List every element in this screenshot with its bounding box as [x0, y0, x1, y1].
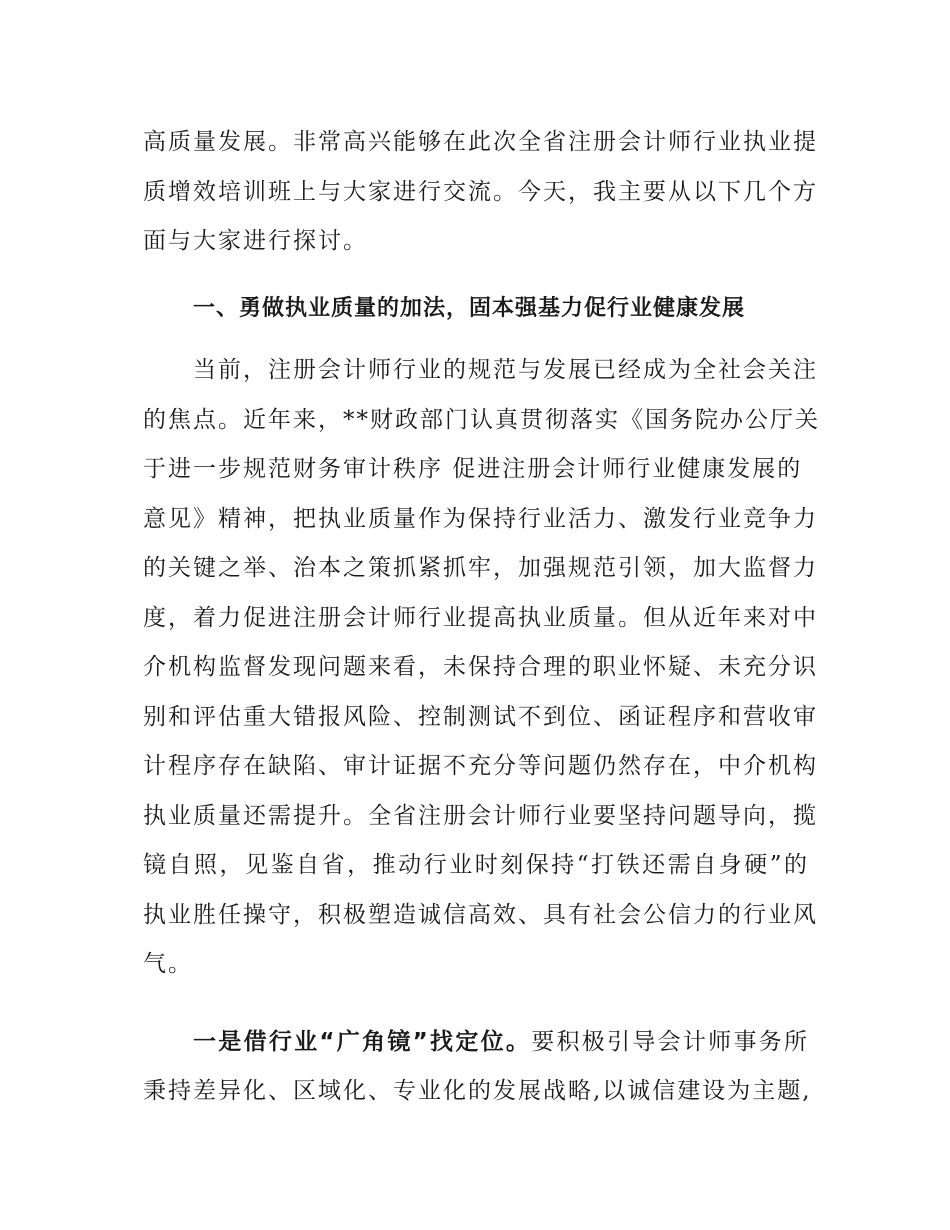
text-line: 的焦点。近年来，**财政部门认真贯彻落实《国务院办公厅关 [143, 406, 820, 433]
text-line: 气。 [143, 951, 193, 977]
text-line: 面与大家进行探讨。 [143, 228, 368, 254]
text-line: 当前，注册会计师行业的规范与发展已经成为全社会关注 [193, 357, 818, 383]
intro-paragraph [143, 118, 818, 267]
document-body [143, 118, 820, 1117]
text-line: 执业胜任操守，积极塑造诚信高效、具有社会公信力的行业风 [143, 901, 818, 928]
text-line: 的关键之举、治本之策抓紧抓牢，加强规范引领，加大监督力 [143, 555, 818, 581]
text-line: 度，着力促进注册会计师行业提高执业质量。但从近年来对中 [143, 604, 818, 631]
text-line: 于进一步规范财务审计秩序 促进注册会计师行业健康发展的 [143, 456, 803, 482]
text-line: 计程序存在缺陷、审计证据不充分等问题仍然存在，中介机构 [143, 753, 818, 779]
text-line: 介机构监督发现问题来看，未保持合理的职业怀疑、未充分识 [143, 654, 818, 680]
text-line: 意见》精神，把执业质量作为保持行业活力、激发行业竞争力 [143, 505, 818, 532]
text-line: 秉持差异化、区域化、专业化的发展战略,以诚信建设为主题, [143, 1078, 812, 1104]
text-line: 别和评估重大错报风险、控制测试不到位、函证程序和营收审 [143, 703, 818, 730]
text-line [143, 1018, 809, 1068]
paragraph-spacer [143, 990, 809, 1018]
text-line: 质增效培训班上与大家进行交流。今天，我主要从以下几个方 [143, 178, 818, 205]
text-line: 执业质量还需提升。全省注册会计师行业要坚持问题导向，揽 [143, 802, 818, 829]
body-paragraph [143, 346, 820, 990]
body-paragraph [143, 1018, 812, 1117]
text-line: 高质量发展。非常高兴能够在此次全省注册会计师行业执业提 [143, 129, 818, 155]
section-heading: 一、勇做执业质量的加法，固本强基力促行业健康发展 [193, 295, 746, 321]
text-run: 要积极引导会计师事务所 [531, 1028, 810, 1055]
bold-lead-phrase: 一是借行业“广角镜”找定位。 [193, 1028, 532, 1055]
text-line: 镜自照，见鉴自省，推动行业时刻保持“打铁还需自身硬”的 [143, 852, 809, 878]
